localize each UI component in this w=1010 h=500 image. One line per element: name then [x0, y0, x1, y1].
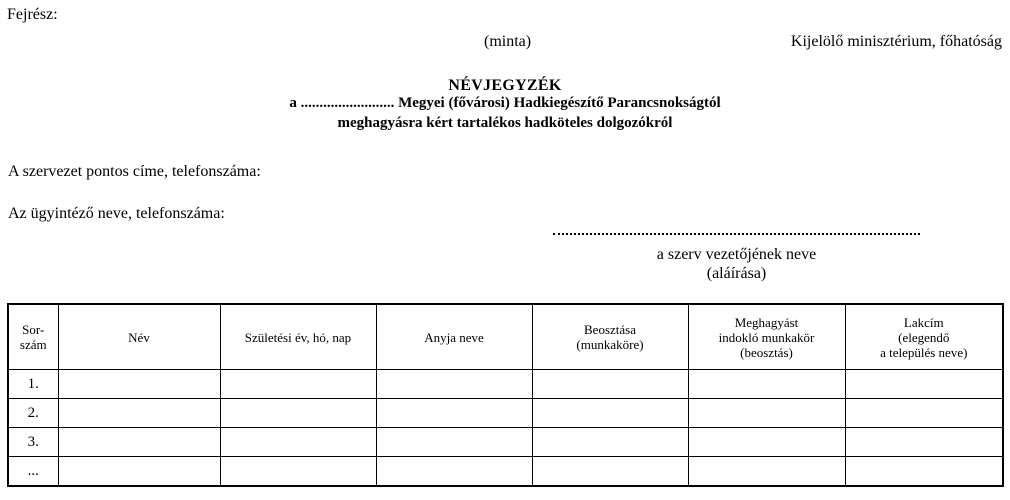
table-row: [8, 399, 1003, 428]
table-cell: [376, 457, 532, 487]
header-label: Fejrész:: [7, 6, 58, 23]
authority-label: Kijelölő minisztérium, főhatóság: [790, 33, 1002, 50]
table-cell: [376, 370, 532, 399]
sample-label: (minta): [484, 33, 532, 50]
table-cell: [58, 428, 220, 457]
table-cell: [220, 457, 376, 487]
table-cell: [845, 457, 1003, 487]
column-header-name: Név: [58, 304, 220, 370]
table-cell: [220, 370, 376, 399]
signature-caption: (aláírása): [706, 265, 767, 282]
table-cell: [220, 399, 376, 428]
table-cell: [845, 370, 1003, 399]
column-header-birth-date: Születési év, hó, nap: [220, 304, 376, 370]
row-number: 2.: [8, 399, 58, 428]
signature-name-label: a szerv vezetőjének neve: [656, 246, 817, 263]
column-header-serial: Sor- szám: [8, 304, 58, 370]
document-subtitle-line-1: a ......................... Megyei (fővárosi) Hadkiegészítő Parancsnokságtól: [289, 95, 721, 111]
table-row: [8, 370, 1003, 399]
table-cell: [58, 457, 220, 487]
table-cell: [376, 399, 532, 428]
column-header-address: Lakcím (elegendő a település neve): [845, 304, 1003, 370]
document-title: NÉVJEGYZÉK: [448, 77, 562, 94]
table-cell: [376, 428, 532, 457]
table-cell: [532, 457, 688, 487]
table-cell: [532, 370, 688, 399]
table-cell: [58, 370, 220, 399]
organization-address-field: A szervezet pontos címe, telefonszáma:: [8, 163, 261, 180]
table-row: [8, 457, 1003, 487]
row-number: ...: [8, 457, 58, 487]
table-cell: [688, 457, 845, 487]
column-header-position: Beosztása (munkaköre): [532, 304, 688, 370]
table-cell: [532, 428, 688, 457]
clerk-name-field: Az ügyintéző neve, telefonszáma:: [8, 205, 225, 222]
table-cell: [532, 399, 688, 428]
table-cell: [688, 399, 845, 428]
table-cell: [688, 370, 845, 399]
column-header-mother-name: Anyja neve: [376, 304, 532, 370]
table-header-row: [8, 304, 1003, 370]
table-cell: [688, 428, 845, 457]
row-number: 3.: [8, 428, 58, 457]
column-header-justifying-role: Meghagyást indokló munkakör (beosztás): [688, 304, 845, 370]
document-subtitle-line-2: meghagyásra kért tartalékos hadköteles dolgozókról: [337, 115, 673, 131]
table-cell: [845, 399, 1003, 428]
table-cell: [220, 428, 376, 457]
roster-table: [7, 303, 1004, 487]
table-cell: [58, 399, 220, 428]
row-number: 1.: [8, 370, 58, 399]
table-cell: [845, 428, 1003, 457]
table-row: [8, 428, 1003, 457]
signature-line: [553, 233, 920, 235]
